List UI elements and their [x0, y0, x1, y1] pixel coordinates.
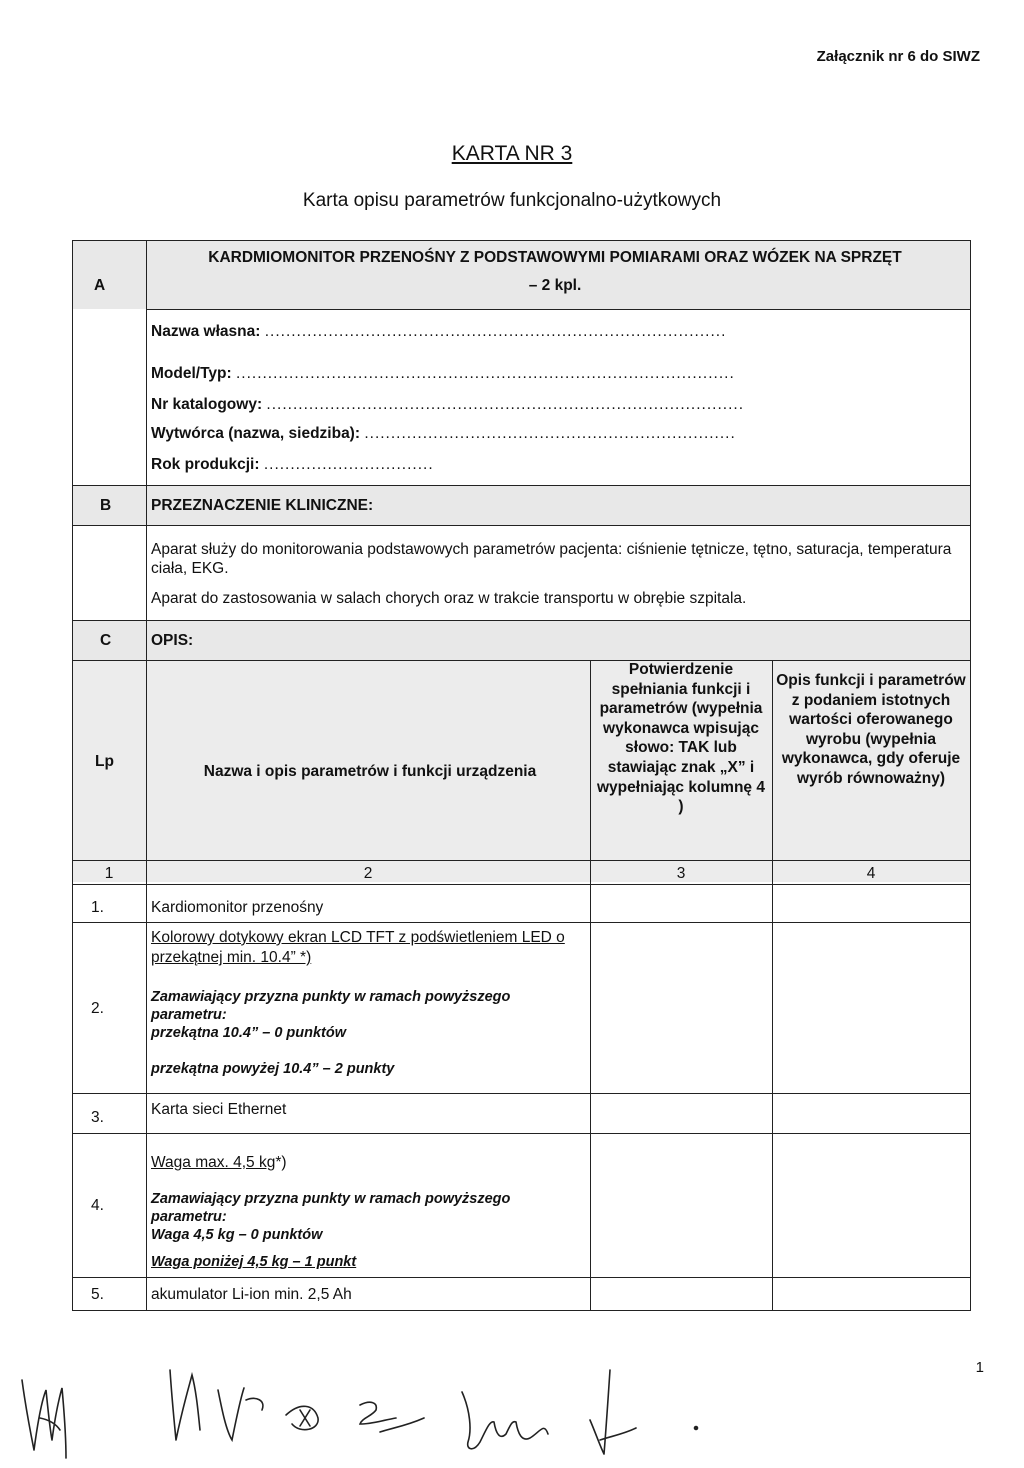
row-5-lp: 5.	[91, 1286, 104, 1303]
page-number: 1	[975, 1359, 984, 1376]
col-number: 4	[866, 865, 876, 882]
row-4-text: Waga max. 4,5 kg*)	[151, 1154, 287, 1171]
annex-label: Załącznik nr 6 do SIWZ	[816, 48, 980, 65]
section-a-letter: A	[94, 277, 106, 294]
row-4-score1: Waga 4,5 kg – 0 punktów	[151, 1227, 323, 1243]
section-a-heading-line1: KARDMIOMONITOR PRZENOŚNY Z PODSTAWOWYMI POMIARAMI ORAZ WÓZEK NA SPRZĘT	[208, 249, 902, 266]
page-title: KARTA NR 3	[451, 142, 573, 165]
section-c-heading: OPIS:	[151, 632, 194, 649]
row-2-score2: przekątna powyżej 10.4” – 2 punkty	[151, 1061, 395, 1077]
row-3-text: Karta sieci Ethernet	[151, 1101, 287, 1118]
row-1-lp: 1.	[91, 899, 104, 916]
row-4-scoring-intro: Zamawiający przyzna punkty w ramach powyższego parametru:	[151, 1191, 511, 1225]
page-subtitle: Karta opisu parametrów funkcjonalno-użytkowych	[302, 190, 722, 211]
col-number: 3	[676, 865, 686, 882]
field-nazwa-wlasna: Nazwa własna: .......................................................................................	[151, 323, 727, 340]
field-model-typ: Model/Typ: ..............................................................................................	[151, 365, 735, 382]
row-1-text: Kardiomonitor przenośny	[151, 899, 324, 916]
row-4-lp: 4.	[91, 1197, 104, 1214]
col-number: 2	[363, 865, 373, 882]
section-b-para1: Aparat służy do monitorowania podstawowych parametrów pacjenta: ciśnienie tętnicze, tętno, saturacja, temperatura ciała, EKG.	[151, 541, 952, 577]
row-2-score1: przekątna 10.4” – 0 punktów	[151, 1025, 347, 1041]
col-number: 1	[104, 865, 114, 882]
col-header-desc: Opis funkcji i parametrów z podaniem istotnych wartości oferowanego wyrobu (wypełnia wykonawca, gdy oferuje wyrób równoważny)	[776, 672, 966, 787]
row-5-text: akumulator Li-ion min. 2,5 Ah	[151, 1286, 352, 1303]
row-2-scoring-intro: Zamawiający przyzna punkty w ramach powyższego parametru:	[151, 989, 511, 1023]
section-c-letter: C	[100, 632, 112, 649]
row-3-lp: 3.	[91, 1109, 104, 1126]
field-nr-katalogowy: Nr katalogowy: ..........................................................................................	[151, 396, 744, 413]
col-header-lp: Lp	[95, 753, 114, 770]
field-wytworca: Wytwórca (nazwa, siedziba): ......................................................................	[151, 425, 736, 442]
field-rok-produkcji: Rok produkcji: ................................	[151, 456, 434, 473]
handwritten-signatures	[0, 1330, 1024, 1463]
row-2-lp: 2.	[91, 1000, 104, 1017]
col-header-confirm: Potwierdzenie spełniania funkcji i parametrów (wypełnia wykonawca wpisując słowo: TAK lub stawiając znak „X” i wypełniając kolumnę 4 )	[597, 661, 765, 816]
section-b-letter: B	[100, 497, 112, 514]
section-c-header-bg	[72, 620, 970, 660]
section-b-para2: Aparat do zastosowania w salach chorych oraz w trakcie transportu w obrębie szpitala.	[151, 590, 747, 607]
section-b-heading: PRZEZNACZENIE KLINICZNE:	[151, 497, 374, 514]
section-a-heading-line2: – 2 kpl.	[528, 277, 582, 294]
row-2-text: Kolorowy dotykowy ekran LCD TFT z podświetleniem LED o przekątnej min. 10.4” *)	[151, 929, 565, 966]
col-header-name: Nazwa i opis parametrów i funkcji urządzenia	[203, 763, 537, 780]
row-4-score2: Waga poniżej 4,5 kg – 1 punkt	[151, 1254, 357, 1270]
